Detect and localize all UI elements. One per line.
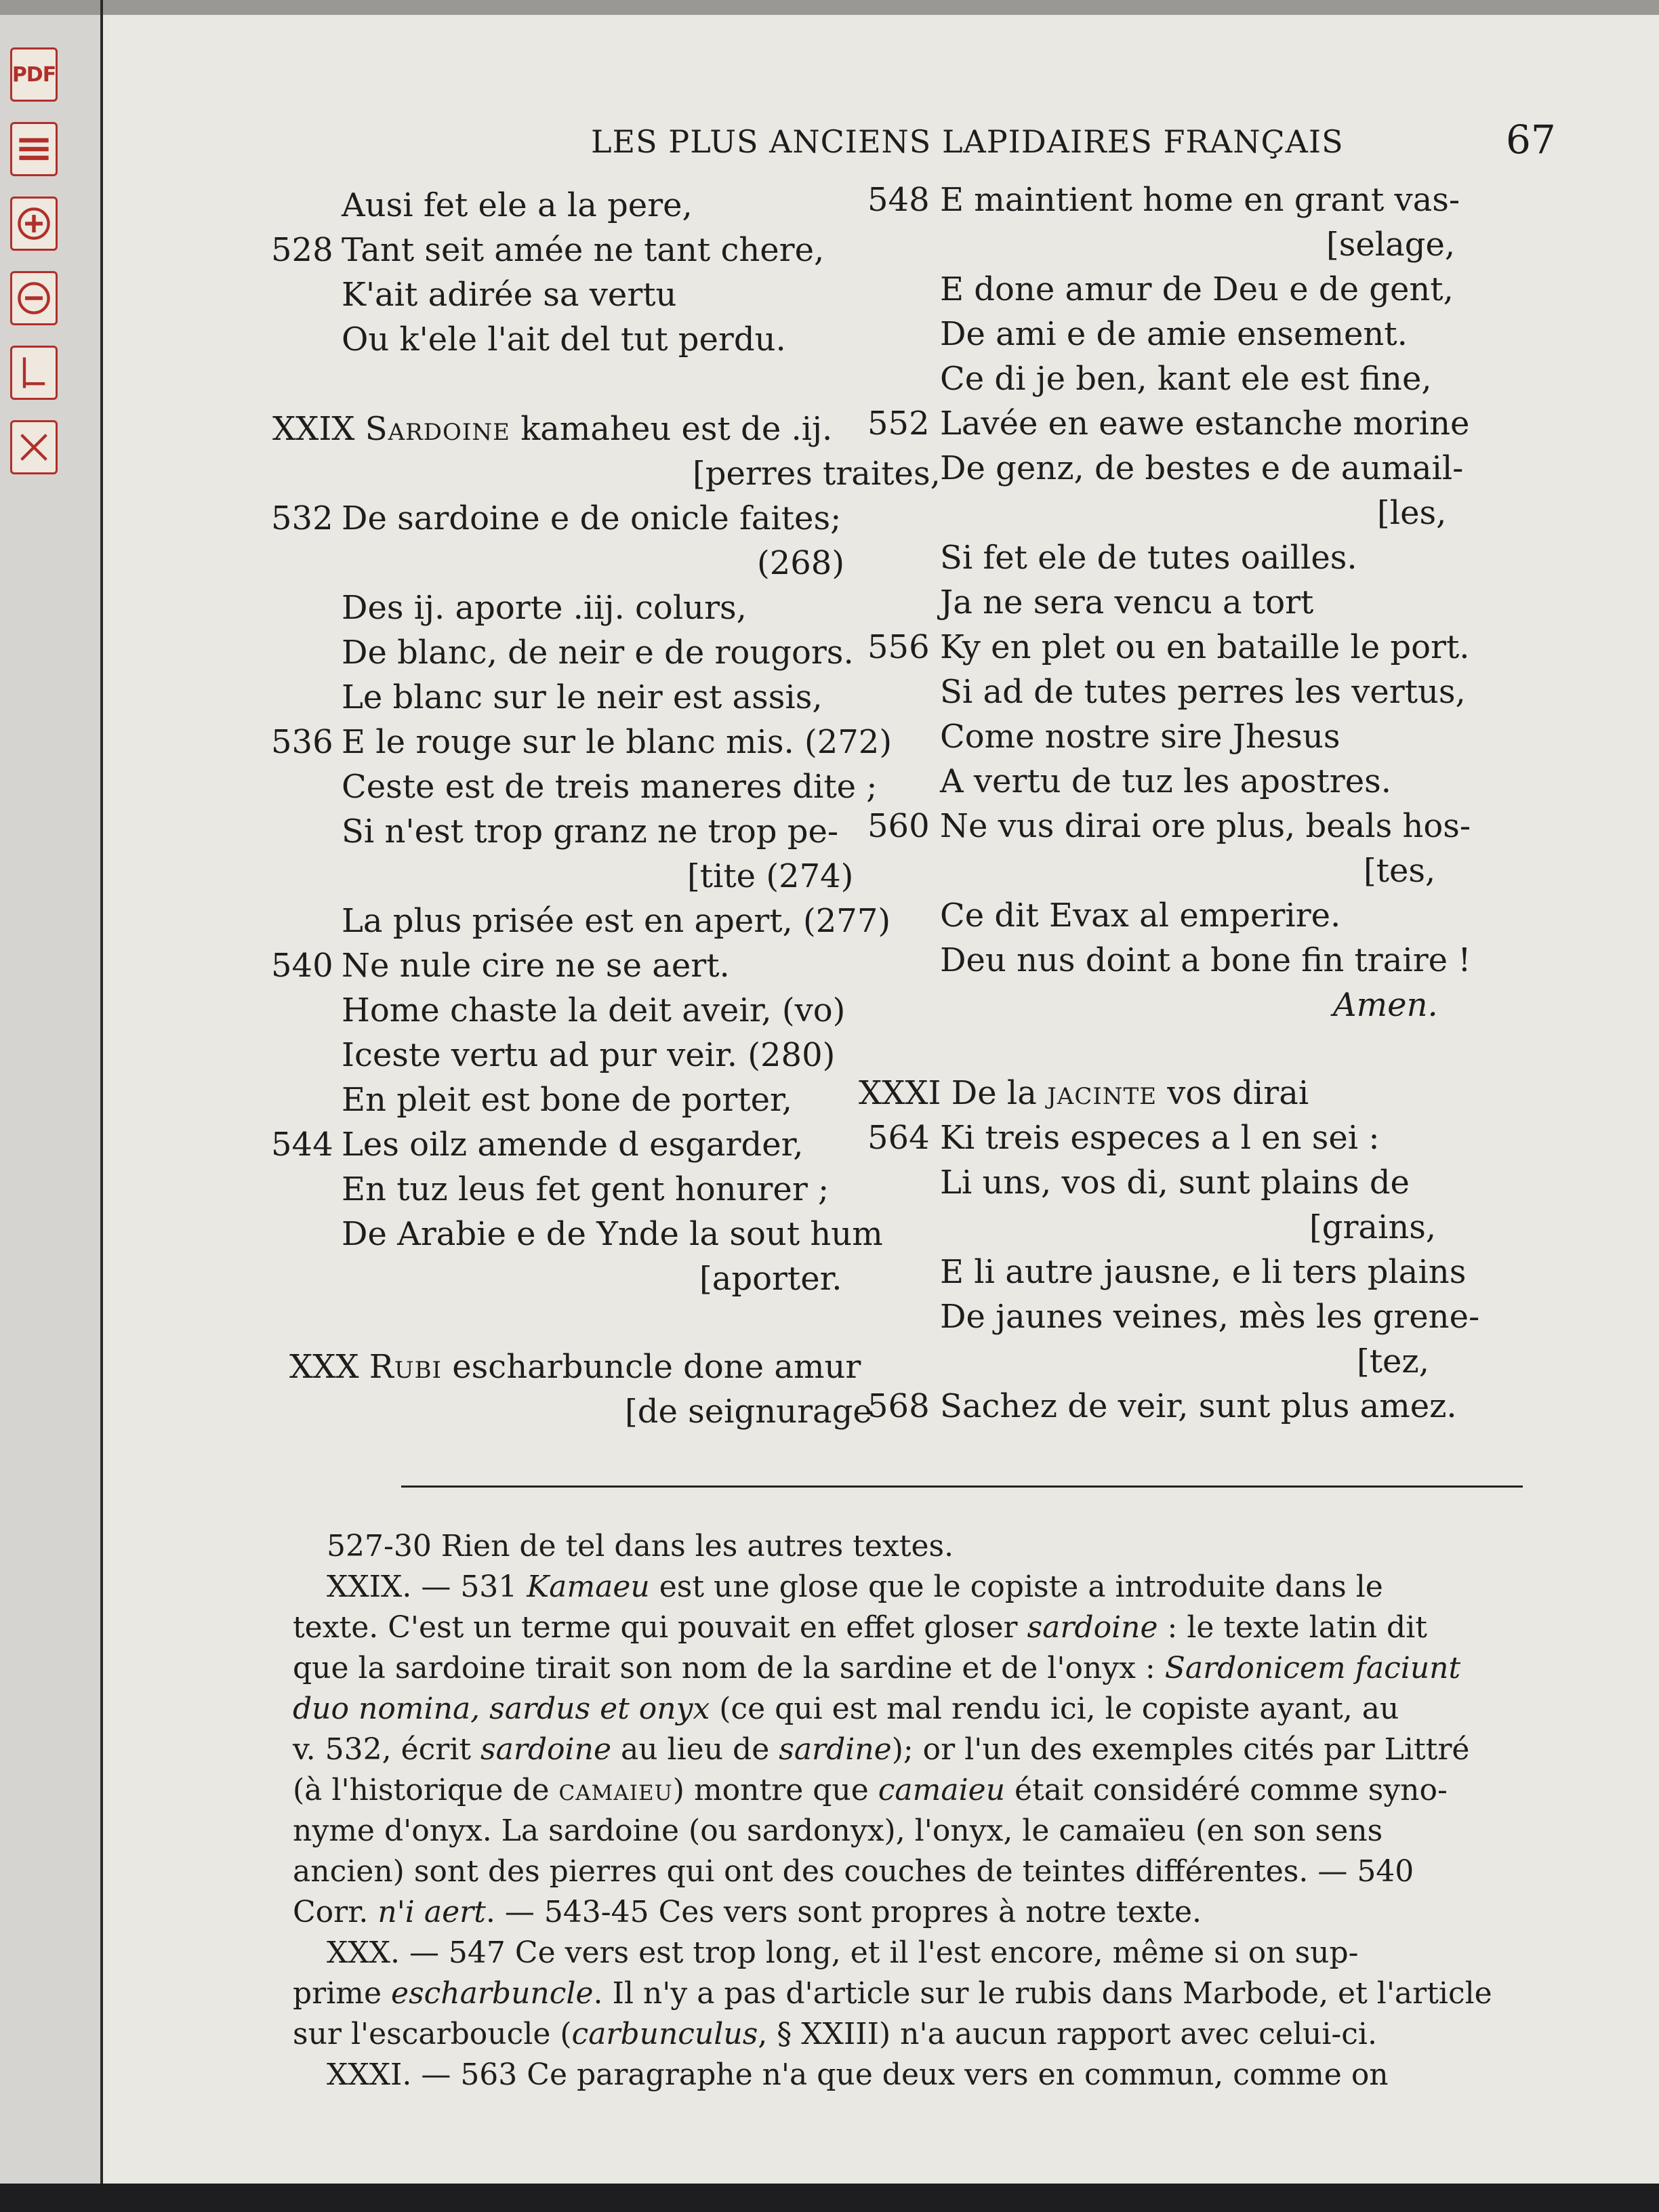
- note-line: XXX. — 547 Ce vers est trop long, et il l'est encore, même si on sup-: [327, 1936, 1359, 1970]
- verse-line: De genz, de bestes e de aumail-: [940, 449, 1464, 487]
- verse-line: Come nostre sire Jhesus: [940, 718, 1340, 756]
- note-line: sur l'escarboucle (carbunculus, § XXIII) n'a aucun rapport avec celui-ci.: [293, 2017, 1377, 2051]
- verse-line: Sachez de veir, sunt plus amez.: [940, 1387, 1457, 1425]
- line-number: 560: [867, 807, 930, 845]
- verse-line: E li autre jausne, e li ters plains: [940, 1253, 1467, 1291]
- line-number: 540: [271, 947, 333, 985]
- verse-line: [grains,: [1309, 1208, 1437, 1246]
- zoom-out-icon[interactable]: [10, 271, 58, 325]
- verse-line: E done amur de Deu e de gent,: [940, 270, 1454, 308]
- verse-line: [perres traites,: [693, 455, 941, 493]
- stone-name: Sardoine: [365, 410, 510, 448]
- heading-text: vos dirai: [1167, 1074, 1309, 1112]
- zoom-in-icon[interactable]: [10, 197, 58, 251]
- verse-line: [les,: [1377, 494, 1447, 532]
- verse-line: Si n'est trop granz ne trop pe-: [342, 813, 839, 851]
- section-number: XXX: [289, 1348, 359, 1386]
- verse-line: Ausi fet ele a la pere,: [342, 186, 693, 224]
- verse-line: Ne nule cire ne se aert.: [342, 947, 730, 985]
- section-number: XXIX: [272, 410, 355, 448]
- note-line: duo nomina, sardus et onyx (ce qui est mal rendu ici, le copiste ayant, au: [293, 1692, 1399, 1726]
- verse-line: En pleit est bone de porter,: [342, 1081, 792, 1119]
- verse-line: De blanc, de neir e de rougors.: [342, 634, 854, 672]
- section-heading-xxxi: [859, 1071, 1309, 1115]
- window-top-edge: [0, 0, 1659, 15]
- line-number: 556: [867, 628, 930, 666]
- verse-line: (268): [757, 544, 845, 582]
- verse-line: A vertu de tuz les apostres.: [940, 762, 1392, 800]
- line-number: 536: [271, 723, 333, 761]
- line-number: 548: [867, 181, 930, 219]
- note-line: v. 532, écrit sardoine au lieu de sardine); or l'un des exemples cités par Littré: [293, 1732, 1470, 1767]
- verse-line: Si fet ele de tutes oailles.: [940, 539, 1357, 577]
- line-number: 544: [271, 1126, 333, 1164]
- heading-text: kamaheu est de .ij.: [520, 410, 833, 448]
- verse-line: Amen.: [1333, 986, 1438, 1024]
- verse-line: De jaunes veines, mès les grene-: [940, 1298, 1480, 1336]
- verse-line: Des ij. aporte .iij. colurs,: [342, 589, 747, 627]
- verse-line: E maintient home en grant vas-: [940, 181, 1460, 219]
- verse-line: Ja ne sera vencu a tort: [940, 583, 1314, 621]
- note-line: (à l'historique de camaieu) montre que camaieu était considéré comme syno-: [293, 1773, 1448, 1807]
- verse-line: Ce dit Evax al emperire.: [940, 897, 1341, 935]
- verse-line: Home chaste la deit aveir, (vo): [342, 991, 846, 1029]
- verse-line: Ky en plet ou en bataille le port.: [940, 628, 1470, 666]
- note-line: que la sardoine tirait son nom de la sardine et de l'onyx : Sardonicem faciunt: [293, 1651, 1461, 1685]
- verse-line: [tes,: [1364, 852, 1436, 890]
- verse-line: E le rouge sur le blanc mis. (272): [342, 723, 893, 761]
- note-line: 527-30 Rien de tel dans les autres textes.: [327, 1529, 954, 1563]
- verse-line: Deu nus doint a bone fin traire !: [940, 941, 1471, 979]
- verse-line: Le blanc sur le neir est assis,: [342, 678, 823, 716]
- note-line: nyme d'onyx. La sardoine (ou sardonyx), l'onyx, le camaïeu (en son sens: [293, 1814, 1383, 1848]
- verse-line: Les oilz amende d esgarder,: [342, 1126, 804, 1164]
- verse-line: [tite (274): [687, 857, 854, 895]
- verse-line: [selage,: [1326, 226, 1456, 264]
- note-line: texte. C'est un terme qui pouvait en effet gloser sardoine : le texte latin dit: [293, 1610, 1427, 1645]
- verse-line: De Arabie e de Ynde la sout hum: [342, 1215, 883, 1253]
- running-head: LES PLUS ANCIENS LAPIDAIRES FRANÇAIS: [591, 123, 1344, 160]
- section-number: XXXI: [859, 1074, 941, 1112]
- verse-line: Ou k'ele l'ait del tut perdu.: [342, 321, 786, 359]
- verse-line: Ceste est de treis maneres dite ;: [342, 768, 878, 806]
- verse-line: De ami e de amie ensement.: [940, 315, 1408, 353]
- window-bottom-edge: [0, 2184, 1659, 2212]
- verse-line: [tez,: [1357, 1343, 1429, 1380]
- stone-name: Rubi: [369, 1348, 442, 1386]
- highlight-icon[interactable]: [10, 122, 58, 176]
- verse-line: Lavée en eawe estanche morine: [940, 405, 1470, 443]
- verse-line: Li uns, vos di, sunt plains de: [940, 1164, 1410, 1202]
- note-line: ancien) sont des pierres qui ont des couches de teintes différentes. — 540: [293, 1854, 1414, 1889]
- line-number: 568: [867, 1387, 930, 1425]
- line-number: 564: [867, 1119, 930, 1157]
- verse-line: K'ait adirée sa vertu: [342, 276, 677, 314]
- footnote-rule: [401, 1486, 1523, 1488]
- line-number: 552: [867, 405, 930, 443]
- verse-line: [aporter.: [699, 1260, 842, 1298]
- verse-line: Tant seit amée ne tant chere,: [342, 231, 825, 269]
- verse-line: Si ad de tutes perres les vertus,: [940, 673, 1466, 711]
- document-page: [103, 15, 1659, 2184]
- verse-line: Ne vus dirai ore plus, beals hos-: [940, 807, 1471, 845]
- verse-line: De sardoine e de onicle faites;: [342, 499, 842, 537]
- page-number: 67: [1506, 117, 1556, 163]
- heading-text: escharbuncle done amur: [452, 1348, 861, 1386]
- note-line: XXXI. — 563 Ce paragraphe n'a que deux vers en commun, comme on: [327, 2057, 1389, 2092]
- verse-line: La plus prisée est en apert, (277): [342, 902, 891, 940]
- bookmark-icon[interactable]: [10, 346, 58, 400]
- note-line: prime escharbuncle. Il n'y a pas d'article sur le rubis dans Marbode, et l'article: [293, 1976, 1492, 2011]
- verse-line: Iceste vertu ad pur veir. (280): [342, 1036, 836, 1074]
- verse-line: Ki treis especes a l en sei :: [940, 1119, 1380, 1157]
- stone-name: jacinte: [1047, 1074, 1158, 1112]
- close-icon[interactable]: [10, 420, 58, 474]
- pdf-button[interactable]: PDF: [10, 47, 58, 102]
- verse-line: [de seignurage: [625, 1393, 872, 1431]
- verse-line: Ce di je ben, kant ele est fine,: [940, 360, 1432, 398]
- note-line: Corr. n'i aert. — 543-45 Ces vers sont propres à notre texte.: [293, 1895, 1202, 1929]
- note-line: XXIX. — 531 Kamaeu est une glose que le copiste a introduite dans le: [327, 1570, 1383, 1604]
- section-heading-xxix: [272, 407, 832, 451]
- verse-line: En tuz leus fet gent honurer ;: [342, 1170, 830, 1208]
- heading-text: De la: [951, 1074, 1037, 1112]
- annotation-toolbar: [0, 47, 68, 474]
- line-number: 528: [271, 231, 333, 269]
- line-number: 532: [271, 499, 333, 537]
- section-heading-xxx: [289, 1345, 861, 1389]
